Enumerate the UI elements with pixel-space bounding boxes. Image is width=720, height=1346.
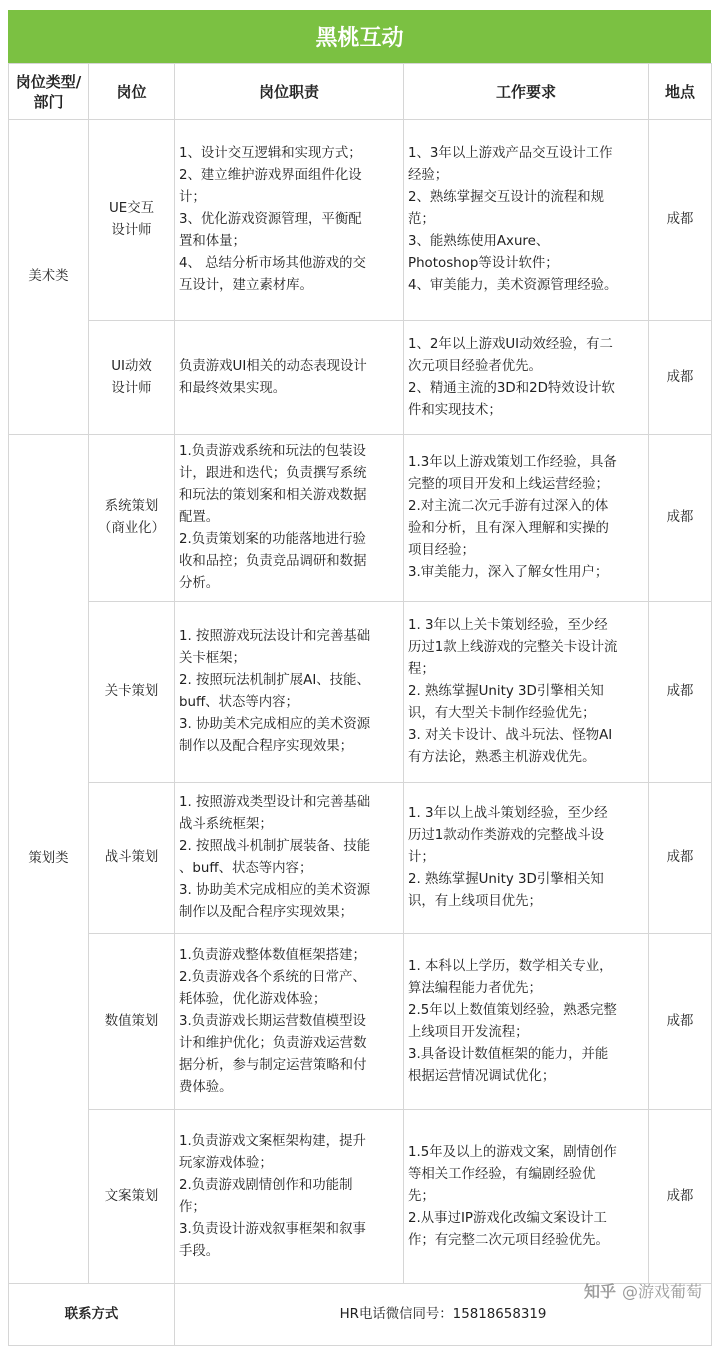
position-cell xyxy=(89,120,175,321)
duty-cell-line: 战斗系统框架； xyxy=(179,817,273,832)
requirement-cell-line: 2. 熟练掌握Unity 3D引擎相关知 xyxy=(408,684,604,699)
position-cell xyxy=(89,602,175,783)
duty-cell xyxy=(175,321,404,435)
table-header-row xyxy=(9,64,712,120)
duty-cell-line: 1、设计交互逻辑和实现方式； xyxy=(179,146,362,161)
position-cell xyxy=(89,435,175,602)
requirement-cell-line: 2.从事过IP游戏化改编文案设计工 xyxy=(408,1210,607,1226)
duty-cell-line: 据分析，参与制定运营策略和付 xyxy=(179,1057,367,1073)
duty-cell-line: 耗体验，优化游戏体验； xyxy=(179,991,327,1007)
location-cell: 成都 xyxy=(649,321,712,435)
location-cell: 成都 xyxy=(649,1110,712,1284)
requirement-cell-line: 3.审美能力，深入了解女性用户； xyxy=(408,565,609,580)
position-cell xyxy=(89,1110,175,1284)
requirement-cell-line: 2、精通主流的3D和2D特效设计软 xyxy=(408,380,615,396)
duty-cell-line: 配置。 xyxy=(179,510,220,525)
requirement-cell-line: 历过1款上线游戏的完整关卡设计流 xyxy=(408,640,618,655)
duty-cell-line: 3. 协助美术完成相应的美术资源 xyxy=(179,883,371,898)
company-title: 黑桃互动 xyxy=(8,10,711,63)
duty-cell-line: 互设计，建立素材库。 xyxy=(179,278,313,293)
requirement-cell-line: 算法编程能力者优先； xyxy=(408,980,542,996)
duty-cell-line: 1.负责游戏整体数值框架搭建； xyxy=(179,947,366,963)
duty-cell-line: 负责游戏UI相关的动态表现设计 xyxy=(179,358,367,374)
requirement-cell-line: 作；有完整二次元项目经验优先。 xyxy=(408,1232,609,1248)
requirement-cell-line: 4、审美能力，美术资源管理经验。 xyxy=(408,278,618,293)
duty-cell-line: 和最终效果实现。 xyxy=(179,380,287,396)
duty-cell-line: 收和品控；负责竞品调研和数据 xyxy=(179,554,367,569)
duty-cell-line: 制作以及配合程序实现效果； xyxy=(179,905,354,920)
header-location: 地点 xyxy=(649,64,712,120)
position-cell xyxy=(89,934,175,1110)
zhihu-logo: 知乎 xyxy=(583,1282,616,1301)
table-row xyxy=(9,321,712,435)
duty-cell-line: 计； xyxy=(179,190,206,205)
requirement-cell xyxy=(404,1110,649,1284)
duty-cell-line: 1.负责游戏系统和玩法的包装设 xyxy=(179,444,366,459)
duty-cell-line: 和玩法的策划案和相关游戏数据 xyxy=(179,488,367,503)
position-cell xyxy=(89,321,175,435)
requirement-cell-line: 上线项目开发流程； xyxy=(408,1024,529,1040)
position-cell xyxy=(89,783,175,934)
requirement-cell xyxy=(404,321,649,435)
duty-cell-line: 作； xyxy=(179,1199,206,1215)
location-cell: 成都 xyxy=(649,783,712,934)
position-cell-line: （商业化） xyxy=(98,521,165,536)
duty-cell-line: 费体验。 xyxy=(179,1079,233,1095)
requirement-cell-line: 1. 3年以上战斗策划经验，至少经 xyxy=(408,806,608,821)
table-row xyxy=(9,602,712,783)
duty-cell-line: 关卡框架； xyxy=(179,651,246,666)
duty-cell-line: 2.负责策划案的功能落地进行验 xyxy=(179,532,366,547)
duty-cell-line: 制作以及配合程序实现效果； xyxy=(179,739,354,754)
dept-cell: 美术类 xyxy=(9,120,89,435)
duty-cell-line: 2. 按照战斗机制扩展装备、技能 xyxy=(179,839,371,854)
table-row xyxy=(9,435,712,602)
requirement-cell-line: 历过1款动作类游戏的完整战斗设 xyxy=(408,828,604,843)
duty-cell xyxy=(175,435,404,602)
duty-cell xyxy=(175,1110,404,1284)
header-dept: 岗位类型/部门 xyxy=(9,64,89,120)
location-cell: 成都 xyxy=(649,602,712,783)
contact-label: 联系方式 xyxy=(9,1284,175,1346)
requirement-cell-line: 等相关工作经验，有编剧经验优 xyxy=(408,1166,596,1182)
requirement-cell-line: 程； xyxy=(408,662,435,677)
duty-cell-line: 2.负责游戏剧情创作和功能制 xyxy=(179,1177,353,1193)
contact-value: HR电话微信同号：15818658319 xyxy=(175,1284,712,1346)
duty-cell-line: 3. 协助美术完成相应的美术资源 xyxy=(179,717,371,732)
requirement-cell-line: 3.具备设计数值框架的能力，并能 xyxy=(408,1046,609,1062)
requirement-cell-line: 有方法论，熟悉主机游戏优先。 xyxy=(408,750,596,765)
duty-cell xyxy=(175,602,404,783)
duty-cell-line: 手段。 xyxy=(179,1243,220,1259)
duty-cell-line: 玩家游戏体验； xyxy=(179,1155,273,1171)
location-cell: 成都 xyxy=(649,120,712,321)
requirement-cell-line: 1、3年以上游戏产品交互设计工作 xyxy=(408,146,613,161)
requirement-cell-line: 根据运营情况调试优化； xyxy=(408,1068,556,1084)
duty-cell-line: 分析。 xyxy=(179,576,220,591)
requirement-cell-line: 完整的项目开发和上线运营经验； xyxy=(408,477,609,492)
duty-cell-line: 1. 按照游戏玩法设计和完善基础 xyxy=(179,629,371,644)
duty-cell-line: 4、 总结分析市场其他游戏的交 xyxy=(179,256,366,271)
watermark xyxy=(584,1279,702,1302)
requirement-cell-line: 1、2年以上游戏UI动效经验，有二 xyxy=(408,336,613,352)
duty-cell-line: 置和体量； xyxy=(179,234,246,249)
duty-cell xyxy=(175,934,404,1110)
duty-cell-line: 计，跟进和迭代；负责撰写系统 xyxy=(179,466,367,481)
requirement-cell-line: 验和分析，且有深入理解和实操的 xyxy=(408,521,609,536)
position-cell-line: 文案策划 xyxy=(104,1188,159,1204)
requirement-cell-line: 先； xyxy=(408,1188,435,1204)
requirement-cell-line: 经验； xyxy=(408,168,449,183)
table-row xyxy=(9,934,712,1110)
requirement-cell-line: 识，有上线项目优先； xyxy=(408,894,542,909)
requirement-cell-line: 1.3年以上游戏策划工作经验，具备 xyxy=(408,455,617,470)
duty-cell-line: 、buff、状态等内容； xyxy=(179,861,313,876)
requirement-cell-line: 计； xyxy=(408,850,435,865)
requirement-cell-line: 3. 对关卡设计、战斗玩法、怪物AI xyxy=(408,728,613,743)
duty-cell-line: 3.负责游戏长期运营数值模型设 xyxy=(179,1013,366,1029)
table-row xyxy=(9,1110,712,1284)
requirement-cell-line: 1. 3年以上关卡策划经验，至少经 xyxy=(408,618,608,633)
duty-cell-line: 1.负责游戏文案框架构建，提升 xyxy=(179,1133,366,1149)
duty-cell-line: 2.负责游戏各个系统的日常产、 xyxy=(179,969,366,985)
requirement-cell xyxy=(404,435,649,602)
requirement-cell-line: Photoshop等设计软件； xyxy=(408,256,559,271)
position-cell-line: 战斗策划 xyxy=(104,850,159,865)
dept-cell: 策划类 xyxy=(9,435,89,1284)
requirement-cell-line: 2.对主流二次元手游有过深入的体 xyxy=(408,499,609,514)
requirement-cell xyxy=(404,602,649,783)
requirement-cell-line: 件和实现技术； xyxy=(408,402,502,418)
requirement-cell-line: 范； xyxy=(408,212,435,227)
position-cell-line: UE交互 xyxy=(108,201,155,216)
requirement-cell-line: 识，有大型关卡制作经验优先； xyxy=(408,706,596,721)
table-row xyxy=(9,120,712,321)
position-cell-line: UI动效 xyxy=(111,358,152,374)
position-cell-line: 数值策划 xyxy=(104,1013,159,1029)
duty-cell-line: 3、优化游戏资源管理，平衡配 xyxy=(179,212,362,227)
position-cell-line: 设计师 xyxy=(111,380,152,396)
requirement-cell-line: 项目经验； xyxy=(408,543,475,558)
position-cell-line: 系统策划 xyxy=(104,499,159,514)
location-cell: 成都 xyxy=(649,934,712,1110)
location-cell: 成都 xyxy=(649,435,712,602)
requirement-cell-line: 2. 熟练掌握Unity 3D引擎相关知 xyxy=(408,872,604,887)
header-duty: 岗位职责 xyxy=(175,64,404,120)
requirement-cell-line: 1. 本科以上学历，数学相关专业， xyxy=(408,958,613,974)
duty-cell xyxy=(175,120,404,321)
position-cell-line: 关卡策划 xyxy=(104,684,159,699)
requirement-cell xyxy=(404,934,649,1110)
duty-cell-line: 2、建立维护游戏界面组件化设 xyxy=(179,168,362,183)
duty-cell-line: 3.负责设计游戏叙事框架和叙事 xyxy=(179,1221,366,1237)
requirement-cell-line: 次元项目经验者优先。 xyxy=(408,358,542,374)
jobs-body xyxy=(9,120,712,1284)
header-requirement: 工作要求 xyxy=(404,64,649,120)
duty-cell xyxy=(175,783,404,934)
requirement-cell xyxy=(404,783,649,934)
requirement-cell-line: 2、熟练掌握交互设计的流程和规 xyxy=(408,190,604,205)
header-position: 岗位 xyxy=(89,64,175,120)
table-row xyxy=(9,783,712,934)
duty-cell-line: buff、状态等内容； xyxy=(179,695,299,710)
requirement-cell xyxy=(404,120,649,321)
position-cell-line: 设计师 xyxy=(111,223,152,238)
requirement-cell-line: 1.5年及以上的游戏文案，剧情创作 xyxy=(408,1144,617,1160)
duty-cell-line: 2. 按照玩法机制扩展AI、技能、 xyxy=(179,673,370,688)
duty-cell-line: 1. 按照游戏类型设计和完善基础 xyxy=(179,795,371,810)
requirement-cell-line: 3、能熟练使用Axure、 xyxy=(408,234,550,249)
duty-cell-line: 计和维护优化；负责游戏运营数 xyxy=(179,1035,367,1051)
requirement-cell-line: 2.5年以上数值策划经验，熟悉完整 xyxy=(408,1002,617,1018)
jobs-table xyxy=(8,63,712,1346)
watermark-text: @游戏葡萄 xyxy=(621,1282,702,1301)
